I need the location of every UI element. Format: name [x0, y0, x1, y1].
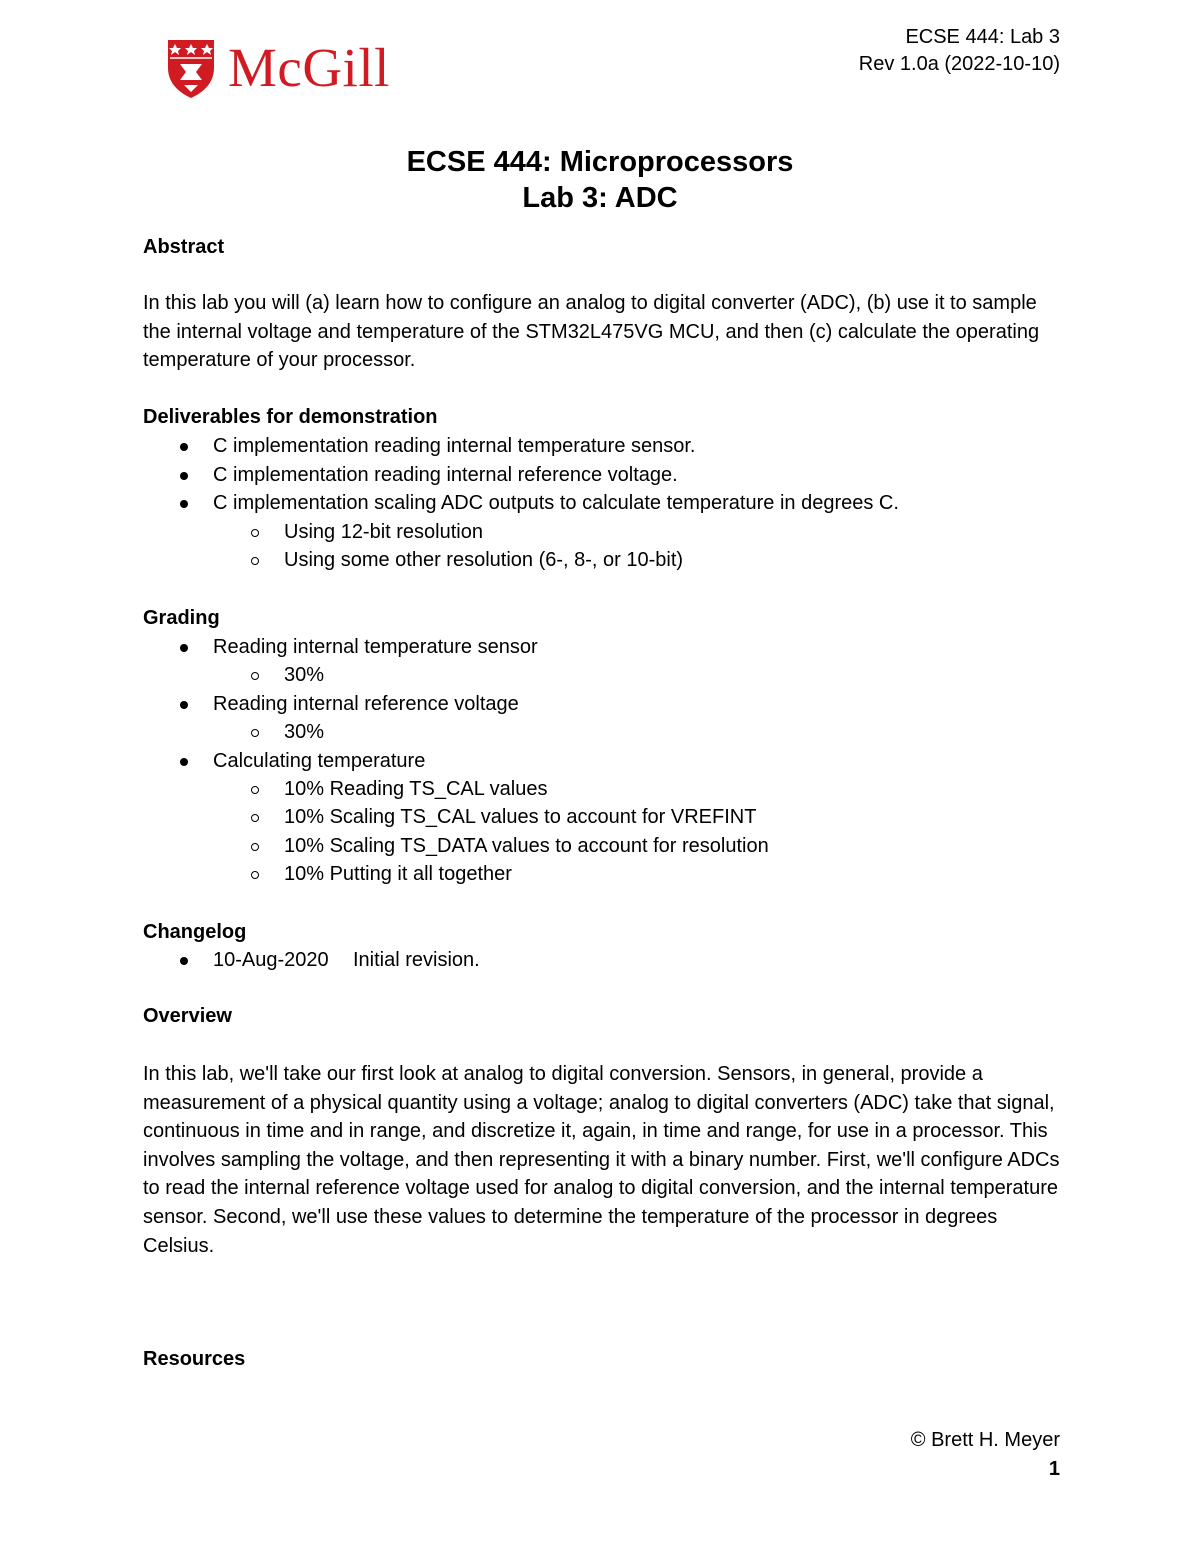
grading-subitem: 30%: [284, 721, 325, 743]
deliverable-item: C implementation scaling ADC outputs to calculate temperature in degrees C.: [213, 492, 899, 514]
grading-item: Calculating temperature: [213, 750, 426, 772]
changelog-heading: Changelog: [143, 921, 247, 943]
header-course-line: ECSE 444: Lab 3: [905, 26, 1060, 48]
sub-bullet-icon: [251, 871, 259, 879]
header-revision: Rev 1.0a (2022-10-10): [858, 53, 1060, 75]
deliverable-item: C implementation reading internal temperature sensor.: [213, 435, 696, 457]
deliverable-subitem: Using 12-bit resolution: [284, 521, 483, 543]
resources-heading: Resources: [143, 1348, 246, 1370]
deliverable-item: C implementation reading internal reference voltage.: [213, 464, 678, 486]
sub-bullet-icon: [251, 529, 259, 537]
grading-subitem: 10% Scaling TS_CAL values to account for VREFINT: [284, 806, 757, 828]
sub-bullet-icon: [251, 557, 259, 565]
overview-heading: Overview: [143, 1005, 232, 1027]
grading-item: Reading internal reference voltage: [213, 693, 519, 715]
logo-wordmark: McGill: [228, 37, 390, 98]
grading-item: Reading internal temperature sensor: [213, 636, 538, 658]
bullet-icon: [180, 758, 188, 766]
overview-text: In this lab, we'll take our first look at analog to digital conversion. Sensors, in general, provide a measurement of a physical quantity using a voltage; analog to digital converters (ADC) take that signal, continuous in time and in range, and discretize it, again, in time and range, for use in a processor. This involves sampling the voltage, and then representing it with a binary number. First, we'll configure ADCs to read the internal reference voltage used for analog to digital conversion, and the internal temperature sensor. Second, we'll use these values to determine the temperature of the processor in degrees Celsius.: [143, 1063, 1060, 1257]
abstract-text: In this lab you will (a) learn how to configure an analog to digital converter (ADC), (b) use it to sample the internal voltage and temperature of the STM32L475VG MCU, and then (c) calculate the operating temperature of your processor.: [143, 292, 1040, 372]
bullet-icon: [180, 957, 188, 965]
sub-bullet-icon: [251, 843, 259, 851]
sub-bullet-icon: [251, 729, 259, 737]
footer-copyright: © Brett H. Meyer: [910, 1429, 1060, 1451]
mcgill-logo: [166, 38, 426, 100]
sub-bullet-icon: [251, 786, 259, 794]
grading-subitem: 30%: [284, 664, 325, 686]
page-number: 1: [1048, 1458, 1060, 1480]
sub-bullet-icon: [251, 672, 259, 680]
page-subtitle: Lab 3: ADC: [522, 182, 678, 214]
grading-subitem: 10% Reading TS_CAL values: [284, 778, 548, 800]
grading-heading: Grading: [143, 607, 220, 629]
changelog-entry: [213, 946, 480, 975]
abstract-heading: Abstract: [143, 236, 225, 258]
deliverable-subitem: Using some other resolution (6-, 8-, or 10-bit): [284, 549, 684, 571]
bullet-icon: [180, 500, 188, 508]
grading-subitem: 10% Scaling TS_DATA values to account for resolution: [284, 835, 769, 857]
bullet-icon: [180, 443, 188, 451]
bullet-icon: [180, 701, 188, 709]
changelog-text: Initial revision.: [353, 949, 480, 971]
grading-subitem: 10% Putting it all together: [284, 863, 512, 885]
changelog-date: 10-Aug-2020: [213, 949, 329, 971]
bullet-icon: [180, 644, 188, 652]
page-title: ECSE 444: Microprocessors: [406, 146, 794, 178]
bullet-icon: [180, 472, 188, 480]
mcgill-crest-icon: [166, 38, 216, 100]
deliverables-heading: Deliverables for demonstration: [143, 406, 438, 428]
sub-bullet-icon: [251, 814, 259, 822]
